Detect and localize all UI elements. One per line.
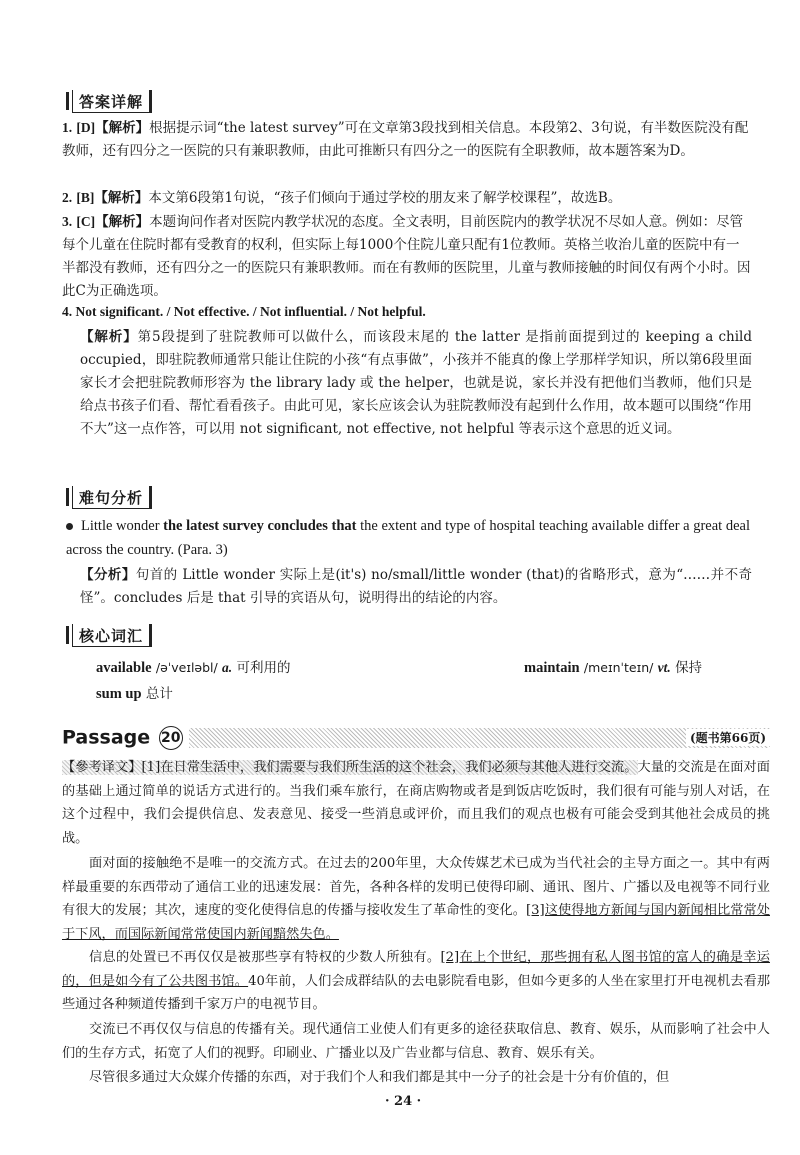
section-header-answers: 答案详解 bbox=[72, 90, 152, 113]
highlighted-sentence: 【參考译文】[1]在日常生活中，我们需要与我们所生活的这个社会，我们必须与其他人进行交流。 bbox=[62, 760, 638, 775]
passage-paragraph-3: 信息的处置已不再仅仅是被那些享有特权的少数人所独有。[2]在上个世纪，那些拥有私人图书馆的富人的确是幸运的，但是如今有了公共图书馆。40年前，人们会成群结队的去电影院看电影，但如今更多的人坐在家里打开电视机去看那些通过各种频道传播到千家万户的电视节目。 bbox=[62, 950, 771, 1013]
passage-paragraph-4: 交流已不再仅仅与信息的传播有关。现代通信工业使人们有更多的途径获取信息、教育、娱乐，从而影响了社会中人们的生存方式，拓宽了人们的视野。印刷业、广播业以及广告业都与信息、教育、娱乐有关。 bbox=[62, 1022, 770, 1061]
vocab-item-maintain: maintain /meɪnˈteɪn/ vt. 保持 bbox=[524, 660, 703, 676]
answer-item-4-analysis: 【解析】第5段提到了驻院教师可以做什么，而该段末尾的 the latter 是指前面提到过的 keeping a child occupied，即驻院教师通常只能让住院的小孩“有点事做”，小孩并不能真的像上学那样学知识，所以第6段里面家长才会把驻院教师形容为 the library lady 或 the helper，也就是说，家长并没有把他们当教师，他们只是给点书孩子们看、帮忙看看孩子。由此可见，家长应该会认为驻院教师没有起到什么作用，故本题可以围绕“作用不大”这一点作答，可以用 not significant, not effective, not helpful 等表示这个意思的近义词。 bbox=[80, 329, 753, 437]
answer-item-1: 1. [D]【解析】根据提示词“the latest survey”可在文章第3段找到相关信息。本段第2、3句说，有半数医院没有配教师，还有四分之一医院的只有兼职教师，由此可推断只有四分之一的医院有全职教师，故本题答案为D。 bbox=[62, 120, 749, 159]
passage-paragraph-2: 面对面的接触绝不是唯一的交流方式。在过去的200年里，大众传媒艺术已成为当代社会的主导方面之一。其中有两样最重要的东西带动了通信工业的迅速发展：首先，各种各样的发明已使得印刷、通讯、图片、广播以及电视等不同行业有很大的发展；其次，速度的变化使得信息的传播与接收发生了革命性的变化。[3]这使得地方新闻与国内新闻相比常常处于下风，而国际新闻常常使国内新闻黯然失色。 bbox=[62, 856, 770, 942]
answer-item-3: 3. [C]【解析】本题询问作者对医院内教学状况的态度。全文表明，目前医院内的教学状况不尽如人意。例如：尽管每个儿童在住院时都有受教育的权利，但实际上每1000个住院儿童只配有1位教师。英格兰收治儿童的医院中有一半都没有教师，还有四分之一的医院只有兼职教师。而在有教师的医院里，儿童与教师接触的时间仅有两个小时。因此C为正确选项。 bbox=[62, 214, 751, 299]
passage-number: 20 bbox=[159, 726, 183, 750]
page-number: · 24 · bbox=[385, 1094, 422, 1109]
answer-item-2: 2. [B]【解析】本文第6段第1句说，“孩子们倾向于通过学校的朋友来了解学校课程”，故选B。 bbox=[62, 190, 622, 206]
bullet-icon bbox=[66, 523, 73, 530]
vocab-item-sumup: sum up 总计 bbox=[96, 686, 173, 702]
underlined-sentence: [2]在上个世纪，那些拥有私人图书馆的富人的确是幸运的，但是如今有了公共图书馆。 bbox=[62, 950, 770, 989]
vocab-item-available: available /əˈveɪləbl/ a. 可利用的 bbox=[96, 660, 291, 676]
difficult-sentence: Little wonder the latest survey concludes that the extent and type of hospital teaching available differ a great deal across the country. (Para. 3) bbox=[66, 518, 750, 558]
section-header-vocab: 核心词汇 bbox=[72, 624, 152, 647]
answer-text: 根据提示词“the latest survey”可在文章第3段找到相关信息。本段第2、3句说，有半数医院没有配教师，还有四分之一医院的只有兼职教师，由此可推断只有四分之一的医院有全职教师，故本题答案为D。 bbox=[62, 120, 749, 159]
passage-paragraph-1: 【參考译文】[1]在日常生活中，我们需要与我们所生活的这个社会，我们必须与其他人进行交流。大量的交流是在面对面的基础上通过简单的说话方式进行的。当我们乘车旅行，在商店购物或者是到饭店吃饭时，我们很有可能与别人对话，在这个过程中，我们会提供信息、发表意见、接受一些消息或评价，而且我们的观点也极有可能会受到其他社会成员的挑战。 bbox=[62, 760, 770, 846]
answer-item-4-head: 4. Not significant. / Not effective. / Not influential. / Not helpful. bbox=[62, 304, 426, 319]
passage-title: Passage 20 bbox=[62, 726, 189, 750]
passage-paragraph-5: 尽管很多通过大众媒介传播的东西，对于我们个人和我们都是其中一分子的社会是十分有价值的，但 bbox=[89, 1070, 670, 1085]
underlined-sentence: [3]这使得地方新闻与国内新闻相比常常处于下风，而国际新闻常常使国内新闻黯然失色。 bbox=[62, 903, 770, 942]
section-header-sentence: 难句分析 bbox=[72, 486, 152, 509]
answer-text: 本题询问作者对医院内教学状况的态度。全文表明，目前医院内的教学状况不尽如人意。例如：尽管每个儿童在住院时都有受教育的权利，但实际上每1000个住院儿童只配有1位教师。英格兰收治儿童的医院中有一半都没有教师，还有四分之一的医院只有兼职教师。而在有教师的医院里，儿童与教师接触的时间仅有两个小时。因此C为正确选项。 bbox=[62, 214, 751, 299]
sentence-analysis: 【分析】句首的 Little wonder 实际上是(it's) no/small/little wonder (that)的省略形式，意为“……并不奇怪”。concludes 后是 that 引导的宾语从句，说明得出的结论的内容。 bbox=[80, 567, 753, 606]
passage-page-ref: (题书第66页) bbox=[686, 729, 770, 746]
answer-text: 本文第6段第1句说，“孩子们倾向于通过学校的朋友来了解学校课程”，故选B。 bbox=[148, 190, 622, 206]
